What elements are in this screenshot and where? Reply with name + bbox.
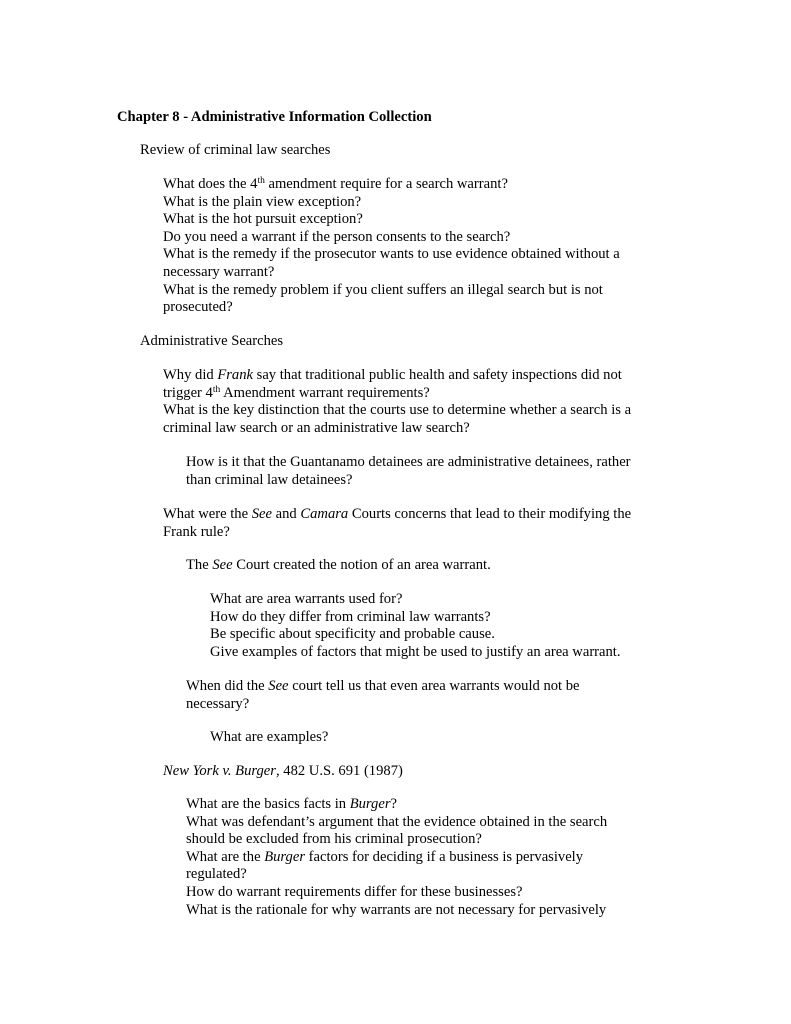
question-see-camara-line2: Frank rule? [163, 523, 230, 540]
question-defendant-argument-line1: What was defendant’s argument that the evidence obtained in the search [186, 813, 608, 830]
question-remedy-line1: What is the remedy if the prosecutor wants to use evidence obtained without a [163, 246, 620, 263]
chapter-title: Chapter 8 - Administrative Information Collection [117, 109, 432, 125]
question-key-distinction-line1: What is the key distinction that the courts use to determine whether a search is a [163, 402, 632, 419]
question-remedy-problem-line2: prosecuted? [163, 299, 233, 316]
question-plain-view: What is the plain view exception? [163, 193, 362, 210]
question-burger-facts: What are the basics facts in Burger? [186, 796, 397, 812]
question-see-camara-line1: What were the See and Camara Courts concerns that lead to their modifying the [163, 506, 632, 522]
area-warrant-statement: The See Court created the notion of an area warrant. [186, 557, 491, 573]
question-area-warrant-differ: How do they differ from criminal law warrants? [210, 608, 491, 625]
question-burger-factors-line1: What are the Burger factors for deciding if a business is pervasively [186, 848, 584, 865]
question-area-warrant-factors: Give examples of factors that might be used to justify an area warrant. [210, 643, 621, 660]
question-hot-pursuit: What is the hot pursuit exception? [163, 211, 363, 228]
admin-heading: Administrative Searches [140, 333, 284, 349]
question-area-warrant-specific: Be specific about specificity and probable cause. [210, 626, 495, 643]
question-when-see-line2: necessary? [186, 695, 250, 712]
question-area-warrant-use: What are area warrants used for? [210, 591, 403, 607]
question-warrant-differ: How do warrant requirements differ for these businesses? [186, 884, 523, 900]
question-defendant-argument-line2: should be excluded from his criminal prosecution? [186, 831, 482, 848]
review-heading: Review of criminal law searches [140, 142, 331, 158]
question-remedy-line2: necessary warrant? [163, 264, 275, 280]
question-frank-line2: trigger 4th Amendment warrant requirements? [163, 384, 430, 401]
question-guantanamo-line1: How is it that the Guantanamo detainees are administrative detainees, rather [186, 454, 631, 470]
question-consent: Do you need a warrant if the person consents to the search? [163, 228, 511, 245]
question-rationale: What is the rationale for why warrants are not necessary for pervasively [186, 901, 607, 918]
question-frank-line1: Why did Frank say that traditional public health and safety inspections did not [163, 367, 622, 383]
question-burger-factors-line2: regulated? [186, 866, 247, 883]
question-remedy-problem-line1: What is the remedy problem if you client suffers an illegal search but is not [163, 281, 603, 298]
question-fourth-amendment: What does the 4th amendment require for a search warrant? [163, 176, 508, 192]
question-examples: What are examples? [210, 729, 329, 745]
question-guantanamo-line2: than criminal law detainees? [186, 471, 353, 488]
question-key-distinction-line2: criminal law search or an administrative law search? [163, 419, 470, 436]
question-when-see-line1: When did the See court tell us that even area warrants would not be [186, 678, 580, 694]
case-heading-burger: New York v. Burger, 482 U.S. 691 (1987) [163, 763, 403, 779]
